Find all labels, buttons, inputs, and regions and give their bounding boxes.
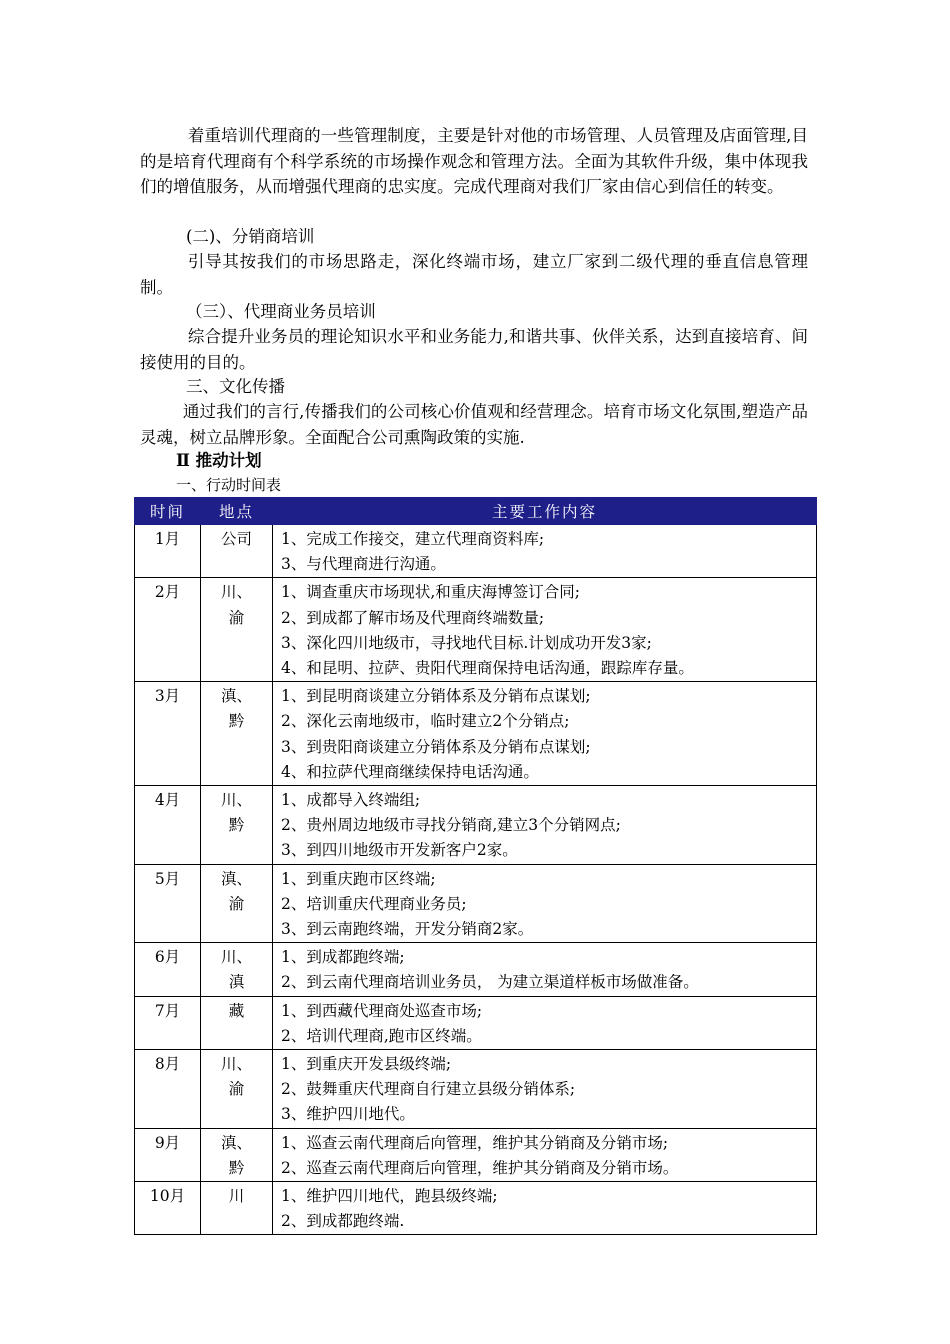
table-row	[135, 1128, 817, 1181]
cell-month: 3月	[135, 682, 201, 786]
task-item: 2、培训代理商,跑市区终端。	[281, 1026, 482, 1045]
task-item: 2、到云南代理商培训业务员， 为建立渠道样板市场做准备。	[281, 973, 699, 992]
task-item: 2、培训重庆代理商业务员;	[281, 894, 467, 913]
cell-place	[201, 1182, 273, 1235]
cell-tasks	[273, 864, 817, 943]
task-item: 4、和昆明、拉萨、贵阳代理商保持电话沟通，跟踪库存量。	[281, 659, 694, 678]
cell-tasks	[273, 682, 817, 786]
cell-month: 2月	[135, 578, 201, 682]
heading-distributor-training: (二)、分销商培训	[186, 227, 315, 246]
cell-place	[201, 786, 273, 865]
heading-salesperson-training: （三）、代理商业务员培训	[186, 302, 376, 321]
place-line: 渝	[228, 1080, 245, 1099]
table-row	[135, 1050, 817, 1129]
task-item: 1、维护四川地代，跑县级终端;	[281, 1187, 498, 1206]
paragraph-agent-training: 着重培训代理商的一些管理制度，主要是针对他的市场管理、人员管理及店面管理,目的是培育代理商有个科学系统的市场操作观念和管理方法。全面为其软件升级，集中体现我们的增值服务，从而增强代理商的忠实度。完成代理商对我们厂家由信心到信任的转变。	[140, 126, 808, 197]
task-item: 1、到重庆开发县级终端;	[281, 1055, 452, 1074]
header-content: 主要工作内容	[273, 498, 817, 525]
task-item: 1、巡查云南代理商后向管理，维护其分销商及分销市场;	[281, 1133, 669, 1152]
place-line: 滇、	[220, 687, 252, 706]
place-line: 渝	[228, 608, 245, 627]
task-item: 1、到重庆跑市区终端;	[281, 869, 436, 888]
cell-place	[201, 525, 273, 578]
table-row	[135, 996, 817, 1049]
task-item: 3、到云南跑终端，开发分销商2家。	[281, 920, 534, 939]
task-item: 1、到昆明商谈建立分销体系及分销布点谋划;	[281, 687, 591, 706]
task-item: 1、到成都跑终端;	[281, 948, 405, 967]
table-row	[135, 864, 817, 943]
cell-tasks	[273, 786, 817, 865]
action-schedule-table	[134, 497, 817, 1235]
cell-month: 4月	[135, 786, 201, 865]
task-item: 3、维护四川地代。	[281, 1105, 415, 1124]
cell-tasks	[273, 996, 817, 1049]
cell-place	[201, 1128, 273, 1181]
header-time: 时间	[135, 498, 201, 525]
cell-place	[201, 578, 273, 682]
table-row	[135, 525, 817, 578]
paragraph-salesperson-training: 综合提升业务员的理论知识水平和业务能力,和谐共事、伙伴关系，达到直接培育、间接使用的目的。	[140, 327, 808, 372]
place-line: 川、	[220, 583, 252, 602]
place-line: 公司	[220, 530, 252, 548]
cell-month: 9月	[135, 1128, 201, 1181]
place-line: 黔	[228, 816, 245, 835]
paragraph-distributor-training: 引导其按我们的市场思路走，深化终端市场，建立厂家到二级代理的垂直信息管理制。	[140, 252, 808, 297]
table-row	[135, 786, 817, 865]
task-item: 1、完成工作接交，建立代理商资料库;	[281, 530, 545, 548]
table-row	[135, 943, 817, 996]
place-line: 川、	[220, 948, 252, 967]
place-line: 川、	[220, 791, 252, 810]
cell-tasks	[273, 1050, 817, 1129]
heading-culture: 三、文化传播	[186, 377, 285, 396]
table-row	[135, 578, 817, 682]
cell-tasks	[273, 525, 817, 578]
section-title: Ⅱ 推动计划	[176, 451, 262, 470]
task-item: 1、到西藏代理商处巡查市场;	[281, 1001, 483, 1020]
task-item: 2、到成都跑终端.	[281, 1212, 405, 1231]
task-item: 1、调查重庆市场现状,和重庆海博签订合同;	[281, 583, 581, 602]
place-line: 滇、	[220, 869, 252, 888]
task-item: 2、鼓舞重庆代理商自行建立县级分销体系;	[281, 1080, 576, 1099]
header-place: 地点	[201, 498, 273, 525]
cell-month: 1月	[135, 525, 201, 578]
place-line: 川、	[220, 1055, 252, 1074]
task-item: 3、到贵阳商谈建立分销体系及分销布点谋划;	[281, 737, 591, 756]
cell-month: 8月	[135, 1050, 201, 1129]
task-item: 3、深化四川地级市，寻找地代目标.计划成功开发3家;	[281, 633, 652, 652]
place-line: 黔	[228, 712, 245, 731]
place-line: 藏	[228, 1001, 245, 1020]
task-item: 3、到四川地级市开发新客户2家。	[281, 841, 518, 860]
place-line: 滇、	[220, 1133, 252, 1152]
table-row	[135, 682, 817, 786]
place-line: 黔	[228, 1158, 245, 1177]
subsection-title: 一、行动时间表	[176, 476, 282, 494]
place-line: 渝	[228, 894, 245, 913]
cell-place	[201, 943, 273, 996]
task-item: 2、贵州周边地级市寻找分销商,建立3个分销网点;	[281, 816, 621, 835]
task-item: 2、深化云南地级市，临时建立2个分销点;	[281, 712, 570, 731]
task-item: 2、巡查云南代理商后向管理，维护其分销商及分销市场。	[281, 1158, 679, 1177]
cell-place	[201, 996, 273, 1049]
cell-month: 10月	[135, 1182, 201, 1235]
paragraph-culture: 通过我们的言行,传播我们的公司核心价值观和经营理念。培育市场文化氛围,塑造产品灵魂，树立品牌形象。全面配合公司熏陶政策的实施.	[140, 402, 808, 447]
cell-place	[201, 864, 273, 943]
task-item: 2、到成都了解市场及代理商终端数量;	[281, 608, 545, 627]
task-item: 1、成都导入终端组;	[281, 791, 421, 810]
cell-tasks	[273, 1128, 817, 1181]
table-header-row	[135, 498, 817, 525]
task-item: 3、与代理商进行沟通。	[281, 555, 446, 574]
cell-place	[201, 1050, 273, 1129]
place-line: 川	[228, 1187, 245, 1206]
task-item: 4、和拉萨代理商继续保持电话沟通。	[281, 762, 539, 781]
cell-tasks	[273, 578, 817, 682]
cell-place	[201, 682, 273, 786]
cell-month: 7月	[135, 996, 201, 1049]
table-row	[135, 1182, 817, 1235]
cell-month: 6月	[135, 943, 201, 996]
cell-tasks	[273, 1182, 817, 1235]
cell-month: 5月	[135, 864, 201, 943]
place-line: 滇	[228, 973, 245, 992]
cell-tasks	[273, 943, 817, 996]
